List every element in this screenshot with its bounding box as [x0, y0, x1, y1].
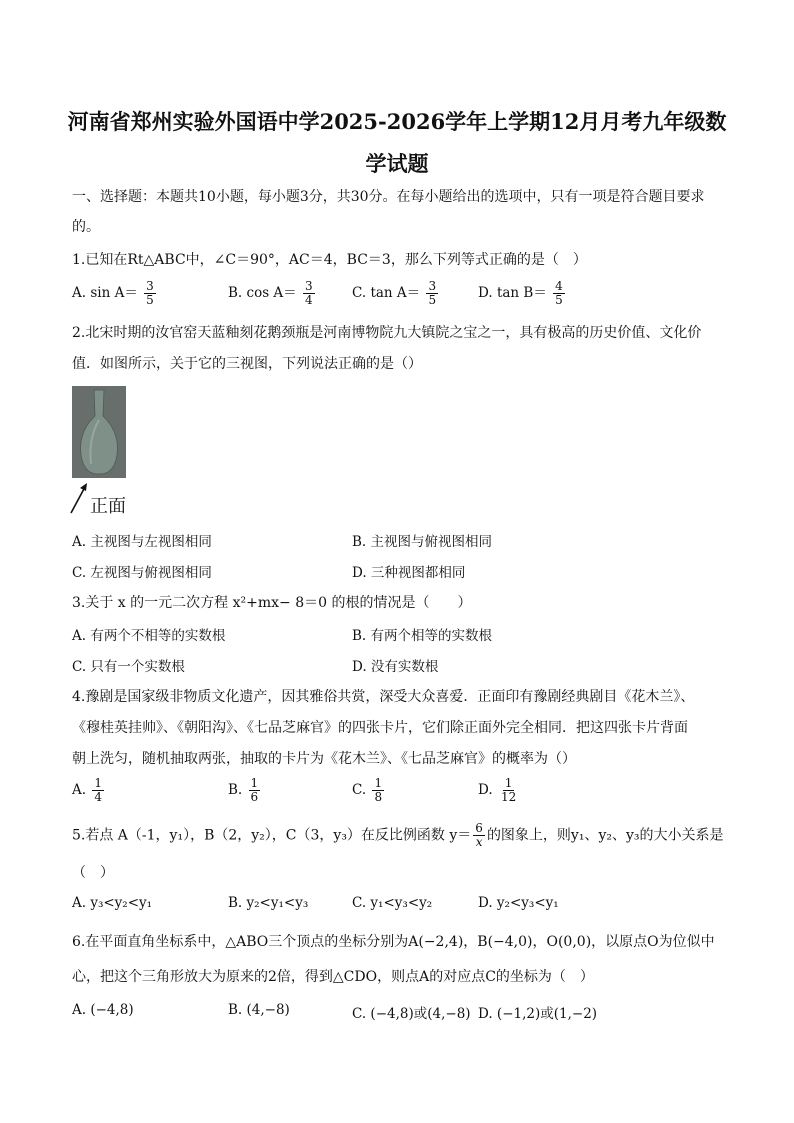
q5-fraction-den: x: [475, 835, 483, 849]
q4-option-c-fraction: [372, 777, 384, 804]
q1-option-a-expr: sin A＝: [90, 285, 138, 301]
q2-option-d: D. 三种视图都相同: [352, 565, 466, 581]
q4-option-b-label: B.: [228, 782, 243, 798]
q1-option-d-fraction: [553, 280, 565, 307]
q1-option-d-label: D.: [478, 285, 493, 301]
q1-option-b-expr: cos A＝: [246, 285, 297, 301]
section-heading-line-2: 的。: [72, 219, 100, 235]
q5-stem-post: 的图象上，则y₁、y₂、y₃的大小关系是: [486, 827, 724, 844]
q1-option-b-fraction: [303, 280, 315, 307]
q1-option-a-den: 5: [146, 293, 154, 307]
q5-option-c: C. y₁<y₃<y₂: [352, 895, 433, 911]
q1-option-c-den: 5: [428, 293, 437, 307]
q1-option-c-label: C.: [352, 285, 367, 301]
q4-option-b-num: 1: [250, 776, 259, 790]
q5-option-b: B. y₂<y₁<y₃: [228, 895, 309, 911]
q2-option-c: C. 左视图与俯视图相同: [72, 565, 212, 581]
q6-option-c: C. (−4,8)或(4,−8): [352, 1006, 471, 1022]
q4-option-d-fraction: [499, 777, 518, 804]
q2-stem-line-1: 2.北宋时期的汝官窑天蓝釉刻花鹅颈瓶是河南博物院九大镇院之宝之一，具有极高的历史价值、文化价: [72, 325, 702, 341]
q4-option-c-num: 1: [374, 776, 383, 790]
section-heading-line-1: 一、选择题：本题共10小题，每小题3分，共30分。在每小题给出的选项中，只有一项是符合题目要求: [72, 189, 705, 205]
q1-option-b: [228, 280, 317, 307]
page-title-line-1: 河南省郑州实验外国语中学2025-2026学年上学期12月月考九年级数: [67, 109, 727, 134]
q1-option-c-expr: tan A＝: [370, 285, 421, 301]
q1-option-d-den: 5: [555, 293, 563, 307]
q1-option-a: [72, 280, 158, 307]
q4-option-a: [72, 777, 106, 804]
q5-stem-line-2: （ ）: [72, 865, 114, 881]
q2-option-b: B. 主视图与俯视图相同: [352, 534, 493, 550]
q4-option-c-label: C.: [352, 782, 367, 798]
q4-option-a-label: A.: [72, 782, 87, 798]
q3-option-c: C. 只有一个实数根: [72, 659, 185, 675]
front-label: 正面: [90, 496, 126, 517]
q1-option-b-num: 3: [304, 279, 313, 293]
q5-stem-pre: 5.若点 A（-1，y₁），B（2，y₂），C（3，y₃）在反比例函数 y＝: [72, 827, 472, 844]
q4-option-b-den: 6: [250, 790, 259, 804]
q1-option-c-fraction: [426, 280, 438, 307]
q6-option-d: D. (−1,2)或(1,−2): [478, 1006, 598, 1022]
q4-option-d-label: D.: [478, 782, 493, 798]
q1-stem: 1.已知在Rt△ABC中，∠C＝90°，AC＝4，BC＝3，那么下列等式正确的是（ ）: [72, 252, 587, 268]
page-title-line-2: 学试题: [365, 151, 429, 176]
q5-option-a: A. y₃<y₂<y₁: [72, 895, 153, 911]
q1-option-a-label: A.: [72, 285, 87, 301]
q6-option-b: B. (4,−8): [228, 1002, 290, 1018]
q4-option-d: [478, 777, 520, 804]
q1-option-d: [478, 280, 567, 307]
q1-option-b-den: 4: [304, 293, 313, 307]
q6-stem-line-1: 6.在平面直角坐标系中，△ABO三个顶点的坐标分别为A(−2,4)，B(−4,0)，O(0,0)，以原点O为位似中: [72, 934, 715, 950]
q4-option-a-num: 1: [94, 776, 102, 790]
q3-stem: 3.关于 x 的一元二次方程 x²+mx− 8＝0 的根的情况是（ ）: [72, 595, 472, 611]
q1-option-a-num: 3: [146, 279, 154, 293]
q5-fraction-num: 6: [475, 821, 483, 835]
q4-stem-line-3: 朝上洗匀，随机抽取两张，抽取的卡片为《花木兰》、《七品芝麻官》的概率为（）: [72, 751, 576, 767]
q6-stem-line-2: 心，把这个三角形放大为原来的2倍，得到△CDO，则点A的对应点C的坐标为（ ）: [72, 969, 594, 985]
q3-option-a: A. 有两个不相等的实数根: [72, 628, 226, 644]
q6-option-a: A. (−4,8): [72, 1002, 134, 1018]
q3-option-d: D. 没有实数根: [352, 659, 439, 675]
q1-option-d-num: 4: [555, 279, 563, 293]
q1-option-c: [352, 280, 440, 307]
q5-function-fraction: [473, 822, 485, 849]
q4-option-b: [228, 777, 262, 804]
q5-option-d: D. y₂<y₃<y₁: [478, 895, 559, 911]
q4-option-d-den: 12: [500, 790, 517, 804]
q2-stem-line-2: 值．如图所示，关于它的三视图，下列说法正确的是（）: [72, 356, 422, 372]
q4-option-c: [352, 777, 386, 804]
q4-stem-line-1: 4.豫剧是国家级非物质文化遗产，因其雅俗共赏，深受大众喜爱．正面印有豫剧经典剧目《花木兰》、: [72, 689, 695, 705]
q2-option-a: A. 主视图与左视图相同: [72, 534, 212, 550]
q1-option-b-label: B.: [228, 285, 243, 301]
front-direction-arrow-icon: [68, 482, 90, 516]
q1-option-a-fraction: [144, 280, 156, 307]
q4-option-d-num: 1: [504, 776, 513, 790]
q4-option-a-fraction: [92, 777, 104, 804]
q4-stem-line-2: 《穆桂英挂帅》、《朝阳沟》、《七品芝麻官》的四张卡片，它们除正面外完全相同．把这四张卡片背面: [72, 720, 688, 736]
q3-option-b: B. 有两个相等的实数根: [352, 628, 493, 644]
q4-option-a-den: 4: [94, 790, 102, 804]
q4-option-c-den: 8: [374, 790, 383, 804]
q4-option-b-fraction: [249, 777, 261, 804]
q1-option-d-expr: tan B＝: [496, 285, 547, 301]
q5-stem: [72, 822, 724, 849]
q1-option-c-num: 3: [428, 279, 437, 293]
vase-image: [72, 386, 126, 478]
